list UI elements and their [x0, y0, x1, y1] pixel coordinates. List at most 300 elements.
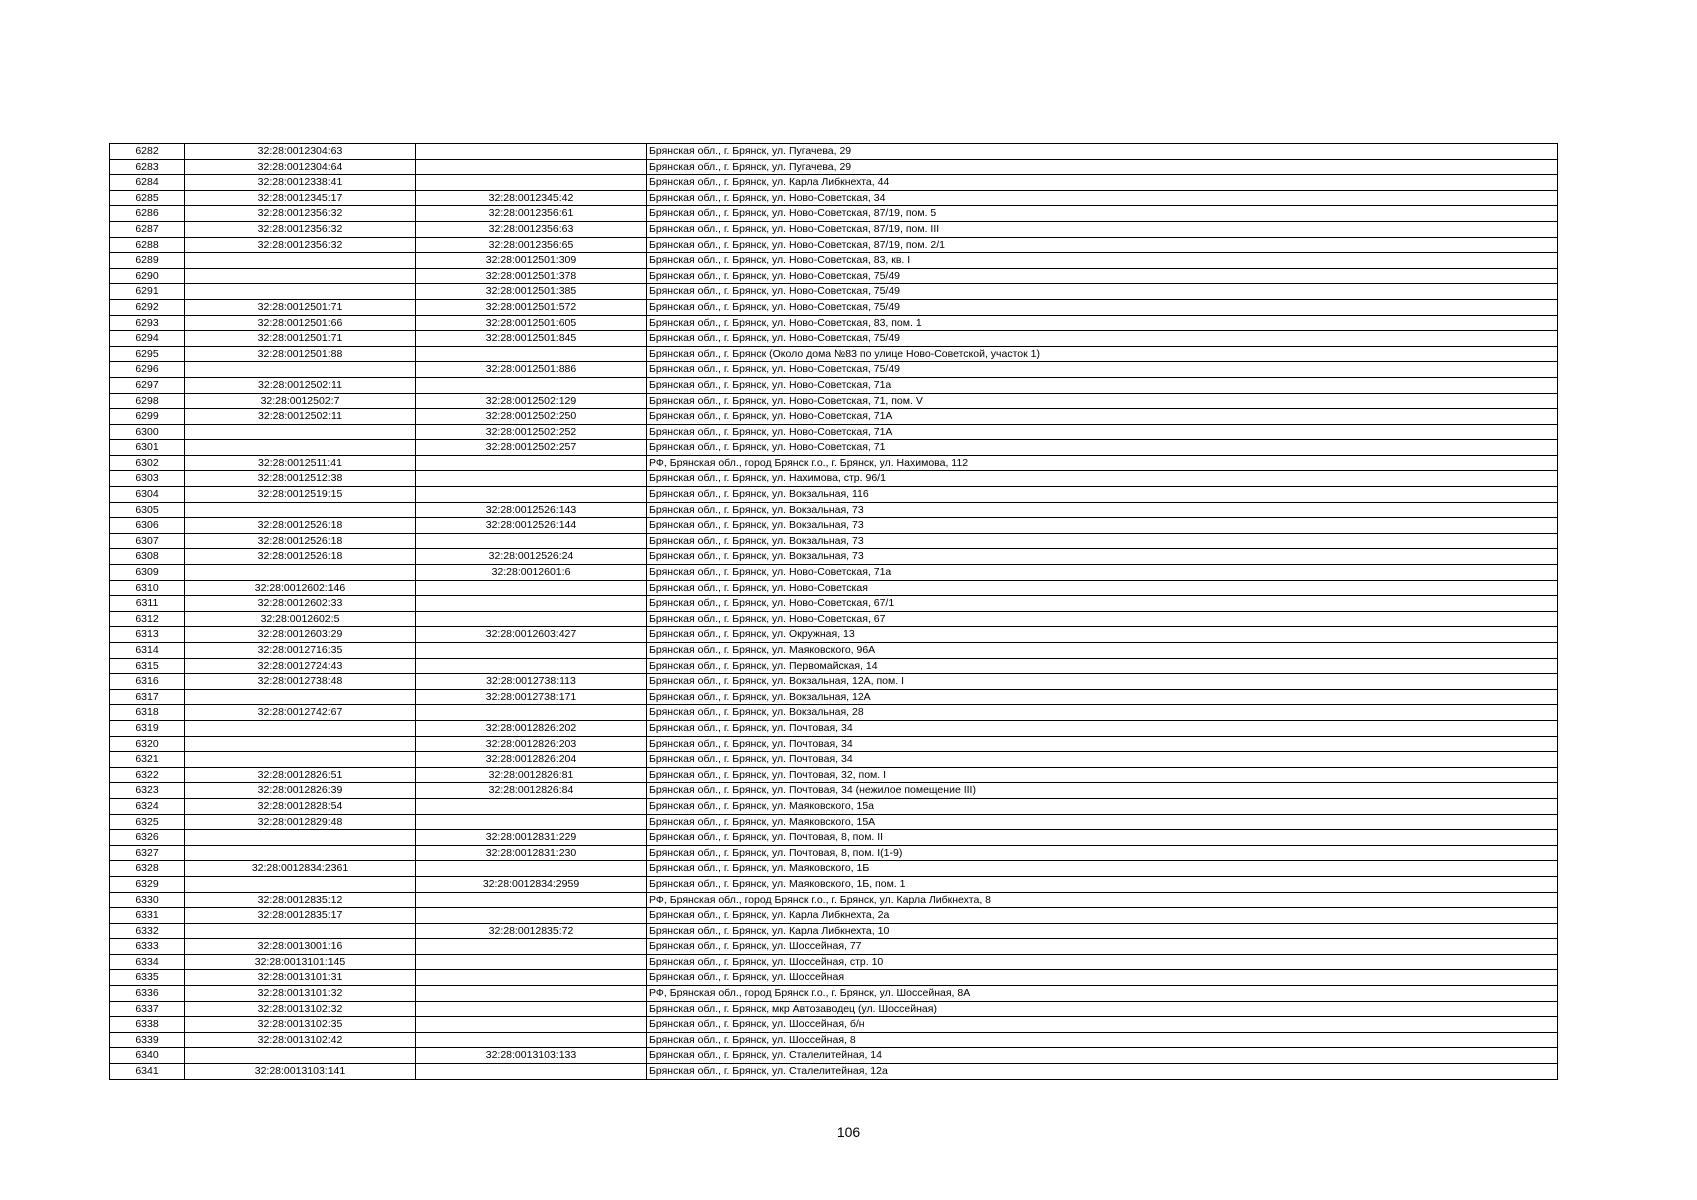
table-row [110, 798, 1558, 814]
cadastral-number-cell: 32:28:0012742:67 [185, 705, 416, 721]
linked-cadastral-number-cell [416, 487, 647, 503]
linked-cadastral-number-cell [416, 892, 647, 908]
cadastral-number-cell: 32:28:0013101:31 [185, 970, 416, 986]
table-row [110, 549, 1558, 565]
cadastral-number-cell: 32:28:0012511:41 [185, 455, 416, 471]
address-cell: Брянская обл., г. Брянск, ул. Ново-Советская, 87/19, пом. 2/1 [647, 237, 1558, 253]
cadastral-number-cell: 32:28:0012501:88 [185, 346, 416, 362]
table-row [110, 518, 1558, 534]
linked-cadastral-number-cell [416, 144, 647, 160]
linked-cadastral-number-cell: 32:28:0012601:6 [416, 565, 647, 581]
table-row [110, 455, 1558, 471]
linked-cadastral-number-cell [416, 580, 647, 596]
cadastral-number-cell: 32:28:0012304:63 [185, 144, 416, 160]
cadastral-number-cell [185, 689, 416, 705]
cadastral-number-cell: 32:28:0012526:18 [185, 518, 416, 534]
cadastral-number-cell: 32:28:0012526:18 [185, 533, 416, 549]
address-cell: Брянская обл., г. Брянск, ул. Пугачева, 29 [647, 159, 1558, 175]
address-cell: Брянская обл., г. Брянск, ул. Почтовая, 34 [647, 720, 1558, 736]
cadastral-number-cell: 32:28:0013001:16 [185, 939, 416, 955]
cadastral-number-cell [185, 923, 416, 939]
linked-cadastral-number-cell: 32:28:0012826:84 [416, 783, 647, 799]
row-number-cell: 6296 [110, 362, 185, 378]
row-number-cell: 6325 [110, 814, 185, 830]
linked-cadastral-number-cell [416, 611, 647, 627]
address-cell: Брянская обл., г. Брянск, ул. Маяковского, 1Б [647, 861, 1558, 877]
linked-cadastral-number-cell: 32:28:0012502:252 [416, 424, 647, 440]
row-number-cell: 6299 [110, 409, 185, 425]
property-table [109, 143, 1558, 1080]
linked-cadastral-number-cell: 32:28:0012501:385 [416, 284, 647, 300]
table-row [110, 409, 1558, 425]
address-cell: Брянская обл., г. Брянск, ул. Ново-Советская, 83, пом. 1 [647, 315, 1558, 331]
row-number-cell: 6285 [110, 190, 185, 206]
cadastral-number-cell: 32:28:0012603:29 [185, 627, 416, 643]
address-cell: Брянская обл., г. Брянск, ул. Ново-Советская [647, 580, 1558, 596]
linked-cadastral-number-cell: 32:28:0012831:230 [416, 845, 647, 861]
table-row [110, 892, 1558, 908]
linked-cadastral-number-cell: 32:28:0012826:204 [416, 752, 647, 768]
address-cell: Брянская обл., г. Брянск, ул. Вокзальная, 73 [647, 533, 1558, 549]
row-number-cell: 6308 [110, 549, 185, 565]
address-cell: Брянская обл., г. Брянск, ул. Вокзальная, 28 [647, 705, 1558, 721]
table-row [110, 424, 1558, 440]
address-cell: Брянская обл., г. Брянск, ул. Почтовая, 32, пом. I [647, 767, 1558, 783]
table-row [110, 830, 1558, 846]
table-row [110, 346, 1558, 362]
table-row [110, 487, 1558, 503]
address-cell: Брянская обл., г. Брянск, ул. Почтовая, 8, пом. II [647, 830, 1558, 846]
cadastral-number-cell: 32:28:0012345:17 [185, 190, 416, 206]
row-number-cell: 6287 [110, 221, 185, 237]
cadastral-number-cell: 32:28:0012826:39 [185, 783, 416, 799]
cadastral-number-cell [185, 253, 416, 269]
linked-cadastral-number-cell: 32:28:0012835:72 [416, 923, 647, 939]
address-cell: Брянская обл., г. Брянск, ул. Карла Либкнехта, 10 [647, 923, 1558, 939]
linked-cadastral-number-cell: 32:28:0012826:81 [416, 767, 647, 783]
cadastral-number-cell: 32:28:0012834:2361 [185, 861, 416, 877]
address-cell: Брянская обл., г. Брянск, ул. Сталелитейная, 12а [647, 1064, 1558, 1080]
row-number-cell: 6294 [110, 331, 185, 347]
cadastral-number-cell: 32:28:0013103:141 [185, 1064, 416, 1080]
table-row [110, 1032, 1558, 1048]
linked-cadastral-number-cell [416, 939, 647, 955]
address-cell: РФ, Брянская обл., город Брянск г.о., г. Брянск, ул. Шоссейная, 8А [647, 986, 1558, 1002]
address-cell: Брянская обл., г. Брянск, ул. Ново-Советская, 71а [647, 377, 1558, 393]
address-cell: Брянская обл., г. Брянск, ул. Шоссейная, стр. 10 [647, 954, 1558, 970]
table-row [110, 502, 1558, 518]
linked-cadastral-number-cell [416, 377, 647, 393]
row-number-cell: 6333 [110, 939, 185, 955]
table-row [110, 315, 1558, 331]
row-number-cell: 6292 [110, 299, 185, 315]
linked-cadastral-number-cell: 32:28:0012356:65 [416, 237, 647, 253]
table-row [110, 1064, 1558, 1080]
row-number-cell: 6306 [110, 518, 185, 534]
linked-cadastral-number-cell [416, 175, 647, 191]
cadastral-number-cell [185, 720, 416, 736]
address-cell: Брянская обл., г. Брянск, ул. Вокзальная, 12А, пом. I [647, 674, 1558, 690]
row-number-cell: 6314 [110, 643, 185, 659]
table-row [110, 845, 1558, 861]
cadastral-number-cell: 32:28:0013102:32 [185, 1001, 416, 1017]
cadastral-number-cell [185, 424, 416, 440]
cadastral-number-cell: 32:28:0012519:15 [185, 487, 416, 503]
cadastral-number-cell: 32:28:0012356:32 [185, 221, 416, 237]
address-cell: Брянская обл., г. Брянск, ул. Ново-Советская, 83, кв. I [647, 253, 1558, 269]
row-number-cell: 6293 [110, 315, 185, 331]
cadastral-number-cell: 32:28:0012304:64 [185, 159, 416, 175]
linked-cadastral-number-cell [416, 1017, 647, 1033]
linked-cadastral-number-cell: 32:28:0012501:378 [416, 268, 647, 284]
linked-cadastral-number-cell [416, 643, 647, 659]
table-row [110, 970, 1558, 986]
table-row [110, 331, 1558, 347]
linked-cadastral-number-cell [416, 346, 647, 362]
address-cell: Брянская обл., г. Брянск, ул. Вокзальная, 73 [647, 518, 1558, 534]
linked-cadastral-number-cell: 32:28:0012826:202 [416, 720, 647, 736]
linked-cadastral-number-cell: 32:28:0012826:203 [416, 736, 647, 752]
row-number-cell: 6332 [110, 923, 185, 939]
row-number-cell: 6340 [110, 1048, 185, 1064]
cadastral-number-cell: 32:28:0012828:54 [185, 798, 416, 814]
address-cell: Брянская обл., г. Брянск, ул. Шоссейная [647, 970, 1558, 986]
row-number-cell: 6326 [110, 830, 185, 846]
address-cell: Брянская обл., г. Брянск, ул. Ново-Советская, 71 [647, 440, 1558, 456]
row-number-cell: 6323 [110, 783, 185, 799]
linked-cadastral-number-cell [416, 908, 647, 924]
address-cell: Брянская обл., г. Брянск, ул. Ново-Советская, 75/49 [647, 284, 1558, 300]
row-number-cell: 6324 [110, 798, 185, 814]
address-cell: Брянская обл., г. Брянск, ул. Ново-Советская, 71А [647, 424, 1558, 440]
address-cell: Брянская обл., г. Брянск, ул. Ново-Советская, 87/19, пом. III [647, 221, 1558, 237]
address-cell: Брянская обл., г. Брянск, ул. Ново-Советская, 75/49 [647, 299, 1558, 315]
linked-cadastral-number-cell [416, 705, 647, 721]
linked-cadastral-number-cell: 32:28:0013103:133 [416, 1048, 647, 1064]
table-row [110, 767, 1558, 783]
linked-cadastral-number-cell [416, 954, 647, 970]
row-number-cell: 6297 [110, 377, 185, 393]
linked-cadastral-number-cell: 32:28:0012356:63 [416, 221, 647, 237]
address-cell: Брянская обл., г. Брянск, ул. Ново-Советская, 34 [647, 190, 1558, 206]
cadastral-number-cell [185, 502, 416, 518]
row-number-cell: 6328 [110, 861, 185, 877]
cadastral-number-cell [185, 565, 416, 581]
cadastral-number-cell: 32:28:0012602:33 [185, 596, 416, 612]
linked-cadastral-number-cell [416, 861, 647, 877]
address-cell: Брянская обл., г. Брянск, ул. Маяковского, 15А [647, 814, 1558, 830]
table-row [110, 1017, 1558, 1033]
row-number-cell: 6320 [110, 736, 185, 752]
row-number-cell: 6290 [110, 268, 185, 284]
table-row [110, 939, 1558, 955]
cadastral-number-cell [185, 284, 416, 300]
address-cell: Брянская обл., г. Брянск, мкр Автозаводец (ул. Шоссейная) [647, 1001, 1558, 1017]
table-row [110, 159, 1558, 175]
cadastral-number-cell [185, 1048, 416, 1064]
linked-cadastral-number-cell [416, 970, 647, 986]
table-row [110, 689, 1558, 705]
table-row [110, 253, 1558, 269]
cadastral-number-cell [185, 845, 416, 861]
row-number-cell: 6305 [110, 502, 185, 518]
cadastral-number-cell: 32:28:0013101:32 [185, 986, 416, 1002]
linked-cadastral-number-cell [416, 455, 647, 471]
table-body [110, 144, 1558, 1080]
row-number-cell: 6310 [110, 580, 185, 596]
linked-cadastral-number-cell [416, 533, 647, 549]
table-row [110, 736, 1558, 752]
address-cell: Брянская обл., г. Брянск, ул. Ново-Советская, 71А [647, 409, 1558, 425]
address-cell: Брянская обл., г. Брянск, ул. Нахимова, стр. 96/1 [647, 471, 1558, 487]
address-cell: Брянская обл., г. Брянск, ул. Ново-Советская, 75/49 [647, 268, 1558, 284]
table-row [110, 377, 1558, 393]
table-row [110, 954, 1558, 970]
cadastral-number-cell: 32:28:0012835:12 [185, 892, 416, 908]
cadastral-number-cell [185, 752, 416, 768]
address-cell: Брянская обл., г. Брянск, ул. Почтовая, 34 [647, 752, 1558, 768]
table-row [110, 471, 1558, 487]
address-cell: Брянская обл., г. Брянск, ул. Вокзальная, 73 [647, 502, 1558, 518]
row-number-cell: 6307 [110, 533, 185, 549]
linked-cadastral-number-cell: 32:28:0012502:257 [416, 440, 647, 456]
table-row [110, 299, 1558, 315]
cadastral-number-cell: 32:28:0012356:32 [185, 237, 416, 253]
table-row [110, 596, 1558, 612]
row-number-cell: 6317 [110, 689, 185, 705]
address-cell: Брянская обл., г. Брянск, ул. Вокзальная, 116 [647, 487, 1558, 503]
linked-cadastral-number-cell: 32:28:0012831:229 [416, 830, 647, 846]
address-cell: Брянская обл., г. Брянск, ул. Карла Либкнехта, 2а [647, 908, 1558, 924]
row-number-cell: 6298 [110, 393, 185, 409]
address-cell: Брянская обл., г. Брянск, ул. Сталелитейная, 14 [647, 1048, 1558, 1064]
table-row [110, 674, 1558, 690]
cadastral-number-cell: 32:28:0012338:41 [185, 175, 416, 191]
linked-cadastral-number-cell: 32:28:0012738:171 [416, 689, 647, 705]
linked-cadastral-number-cell [416, 159, 647, 175]
cadastral-number-cell: 32:28:0013101:145 [185, 954, 416, 970]
row-number-cell: 6300 [110, 424, 185, 440]
cadastral-number-cell [185, 268, 416, 284]
row-number-cell: 6336 [110, 986, 185, 1002]
cadastral-number-cell: 32:28:0012602:146 [185, 580, 416, 596]
row-number-cell: 6312 [110, 611, 185, 627]
table-row [110, 206, 1558, 222]
address-cell: Брянская обл., г. Брянск, ул. Первомайская, 14 [647, 658, 1558, 674]
row-number-cell: 6329 [110, 876, 185, 892]
table-row [110, 533, 1558, 549]
address-cell: РФ, Брянская обл., город Брянск г.о., г. Брянск, ул. Карла Либкнехта, 8 [647, 892, 1558, 908]
linked-cadastral-number-cell: 32:28:0012501:309 [416, 253, 647, 269]
cadastral-number-cell: 32:28:0013102:42 [185, 1032, 416, 1048]
cadastral-number-cell [185, 362, 416, 378]
row-number-cell: 6295 [110, 346, 185, 362]
address-cell: Брянская обл., г. Брянск, ул. Шоссейная, б/н [647, 1017, 1558, 1033]
table-row [110, 658, 1558, 674]
cadastral-number-cell: 32:28:0012356:32 [185, 206, 416, 222]
table-row [110, 580, 1558, 596]
address-cell: Брянская обл., г. Брянск, ул. Шоссейная, 8 [647, 1032, 1558, 1048]
row-number-cell: 6309 [110, 565, 185, 581]
cadastral-number-cell: 32:28:0012602:5 [185, 611, 416, 627]
address-cell: Брянская обл., г. Брянск, ул. Ново-Советская, 67 [647, 611, 1558, 627]
address-cell: Брянская обл., г. Брянск, ул. Ново-Советская, 67/1 [647, 596, 1558, 612]
table-row [110, 986, 1558, 1002]
row-number-cell: 6286 [110, 206, 185, 222]
linked-cadastral-number-cell [416, 814, 647, 830]
table-row [110, 923, 1558, 939]
table-row [110, 876, 1558, 892]
address-cell: Брянская обл., г. Брянск, ул. Ново-Советская, 75/49 [647, 331, 1558, 347]
linked-cadastral-number-cell: 32:28:0012526:144 [416, 518, 647, 534]
table-row [110, 565, 1558, 581]
address-cell: Брянская обл., г. Брянск, ул. Вокзальная, 12А [647, 689, 1558, 705]
table-row [110, 720, 1558, 736]
linked-cadastral-number-cell [416, 798, 647, 814]
row-number-cell: 6322 [110, 767, 185, 783]
linked-cadastral-number-cell [416, 1064, 647, 1080]
address-cell: Брянская обл., г. Брянск, ул. Почтовая, 8, пом. I(1-9) [647, 845, 1558, 861]
row-number-cell: 6318 [110, 705, 185, 721]
address-cell: Брянская обл., г. Брянск, ул. Вокзальная, 73 [647, 549, 1558, 565]
row-number-cell: 6327 [110, 845, 185, 861]
row-number-cell: 6339 [110, 1032, 185, 1048]
row-number-cell: 6291 [110, 284, 185, 300]
linked-cadastral-number-cell [416, 1032, 647, 1048]
address-cell: Брянская обл., г. Брянск, ул. Карла Либкнехта, 44 [647, 175, 1558, 191]
address-cell: РФ, Брянская обл., город Брянск г.о., г. Брянск, ул. Нахимова, 112 [647, 455, 1558, 471]
linked-cadastral-number-cell [416, 986, 647, 1002]
table-row [110, 908, 1558, 924]
table-row [110, 627, 1558, 643]
row-number-cell: 6337 [110, 1001, 185, 1017]
address-cell: Брянская обл., г. Брянск, ул. Ново-Советская, 71а [647, 565, 1558, 581]
table-row [110, 611, 1558, 627]
address-cell: Брянская обл., г. Брянск, ул. Ново-Советская, 71, пом. V [647, 393, 1558, 409]
row-number-cell: 6330 [110, 892, 185, 908]
linked-cadastral-number-cell [416, 471, 647, 487]
address-cell: Брянская обл., г. Брянск, ул. Ново-Советская, 87/19, пом. 5 [647, 206, 1558, 222]
row-number-cell: 6301 [110, 440, 185, 456]
linked-cadastral-number-cell: 32:28:0012502:129 [416, 393, 647, 409]
row-number-cell: 6311 [110, 596, 185, 612]
table-row [110, 362, 1558, 378]
table-row [110, 752, 1558, 768]
address-cell: Брянская обл., г. Брянск, ул. Пугачева, 29 [647, 144, 1558, 160]
row-number-cell: 6335 [110, 970, 185, 986]
linked-cadastral-number-cell: 32:28:0012501:886 [416, 362, 647, 378]
row-number-cell: 6303 [110, 471, 185, 487]
table-row [110, 190, 1558, 206]
address-cell: Брянская обл., г. Брянск, ул. Окружная, 13 [647, 627, 1558, 643]
linked-cadastral-number-cell: 32:28:0012526:143 [416, 502, 647, 518]
cadastral-number-cell: 32:28:0012829:48 [185, 814, 416, 830]
row-number-cell: 6283 [110, 159, 185, 175]
row-number-cell: 6282 [110, 144, 185, 160]
cadastral-number-cell [185, 736, 416, 752]
address-cell: Брянская обл., г. Брянск (Около дома №83 по улице Ново-Советской, участок 1) [647, 346, 1558, 362]
cadastral-number-cell: 32:28:0012502:7 [185, 393, 416, 409]
table-row [110, 705, 1558, 721]
table-row [110, 144, 1558, 160]
table-row [110, 643, 1558, 659]
address-cell: Брянская обл., г. Брянск, ул. Маяковского, 15а [647, 798, 1558, 814]
row-number-cell: 6341 [110, 1064, 185, 1080]
linked-cadastral-number-cell: 32:28:0012502:250 [416, 409, 647, 425]
linked-cadastral-number-cell: 32:28:0012501:572 [416, 299, 647, 315]
cadastral-number-cell [185, 440, 416, 456]
linked-cadastral-number-cell: 32:28:0012501:845 [416, 331, 647, 347]
row-number-cell: 6302 [110, 455, 185, 471]
table-row [110, 268, 1558, 284]
row-number-cell: 6313 [110, 627, 185, 643]
linked-cadastral-number-cell: 32:28:0012603:427 [416, 627, 647, 643]
cadastral-number-cell [185, 830, 416, 846]
cadastral-number-cell: 32:28:0012501:71 [185, 331, 416, 347]
row-number-cell: 6284 [110, 175, 185, 191]
row-number-cell: 6319 [110, 720, 185, 736]
cadastral-number-cell: 32:28:0012502:11 [185, 377, 416, 393]
table-row [110, 861, 1558, 877]
table-row [110, 1048, 1558, 1064]
cadastral-number-cell: 32:28:0013102:35 [185, 1017, 416, 1033]
address-cell: Брянская обл., г. Брянск, ул. Маяковского, 96А [647, 643, 1558, 659]
linked-cadastral-number-cell [416, 658, 647, 674]
cadastral-number-cell [185, 876, 416, 892]
address-cell: Брянская обл., г. Брянск, ул. Маяковского, 1Б, пом. 1 [647, 876, 1558, 892]
cadastral-number-cell: 32:28:0012502:11 [185, 409, 416, 425]
linked-cadastral-number-cell [416, 596, 647, 612]
cadastral-number-cell: 32:28:0012835:17 [185, 908, 416, 924]
table-row [110, 783, 1558, 799]
row-number-cell: 6334 [110, 954, 185, 970]
row-number-cell: 6338 [110, 1017, 185, 1033]
row-number-cell: 6315 [110, 658, 185, 674]
table-row [110, 1001, 1558, 1017]
linked-cadastral-number-cell: 32:28:0012738:113 [416, 674, 647, 690]
table-row [110, 221, 1558, 237]
table-row [110, 814, 1558, 830]
linked-cadastral-number-cell: 32:28:0012356:61 [416, 206, 647, 222]
address-cell: Брянская обл., г. Брянск, ул. Почтовая, 34 [647, 736, 1558, 752]
cadastral-number-cell: 32:28:0012526:18 [185, 549, 416, 565]
row-number-cell: 6289 [110, 253, 185, 269]
linked-cadastral-number-cell: 32:28:0012501:605 [416, 315, 647, 331]
table-row [110, 237, 1558, 253]
row-number-cell: 6304 [110, 487, 185, 503]
row-number-cell: 6316 [110, 674, 185, 690]
address-cell: Брянская обл., г. Брянск, ул. Шоссейная, 77 [647, 939, 1558, 955]
table-row [110, 393, 1558, 409]
cadastral-number-cell: 32:28:0012501:66 [185, 315, 416, 331]
page-number: 106 [836, 1124, 861, 1140]
cadastral-number-cell: 32:28:0012826:51 [185, 767, 416, 783]
linked-cadastral-number-cell [416, 1001, 647, 1017]
row-number-cell: 6321 [110, 752, 185, 768]
linked-cadastral-number-cell: 32:28:0012345:42 [416, 190, 647, 206]
cadastral-number-cell: 32:28:0012512:38 [185, 471, 416, 487]
table-row [110, 284, 1558, 300]
table-row [110, 175, 1558, 191]
table-row [110, 440, 1558, 456]
cadastral-number-cell: 32:28:0012724:43 [185, 658, 416, 674]
cadastral-number-cell: 32:28:0012738:48 [185, 674, 416, 690]
cadastral-number-cell: 32:28:0012501:71 [185, 299, 416, 315]
address-cell: Брянская обл., г. Брянск, ул. Почтовая, 34 (нежилое помещение III) [647, 783, 1558, 799]
linked-cadastral-number-cell: 32:28:0012526:24 [416, 549, 647, 565]
address-cell: Брянская обл., г. Брянск, ул. Ново-Советская, 75/49 [647, 362, 1558, 378]
cadastral-number-cell: 32:28:0012716:35 [185, 643, 416, 659]
